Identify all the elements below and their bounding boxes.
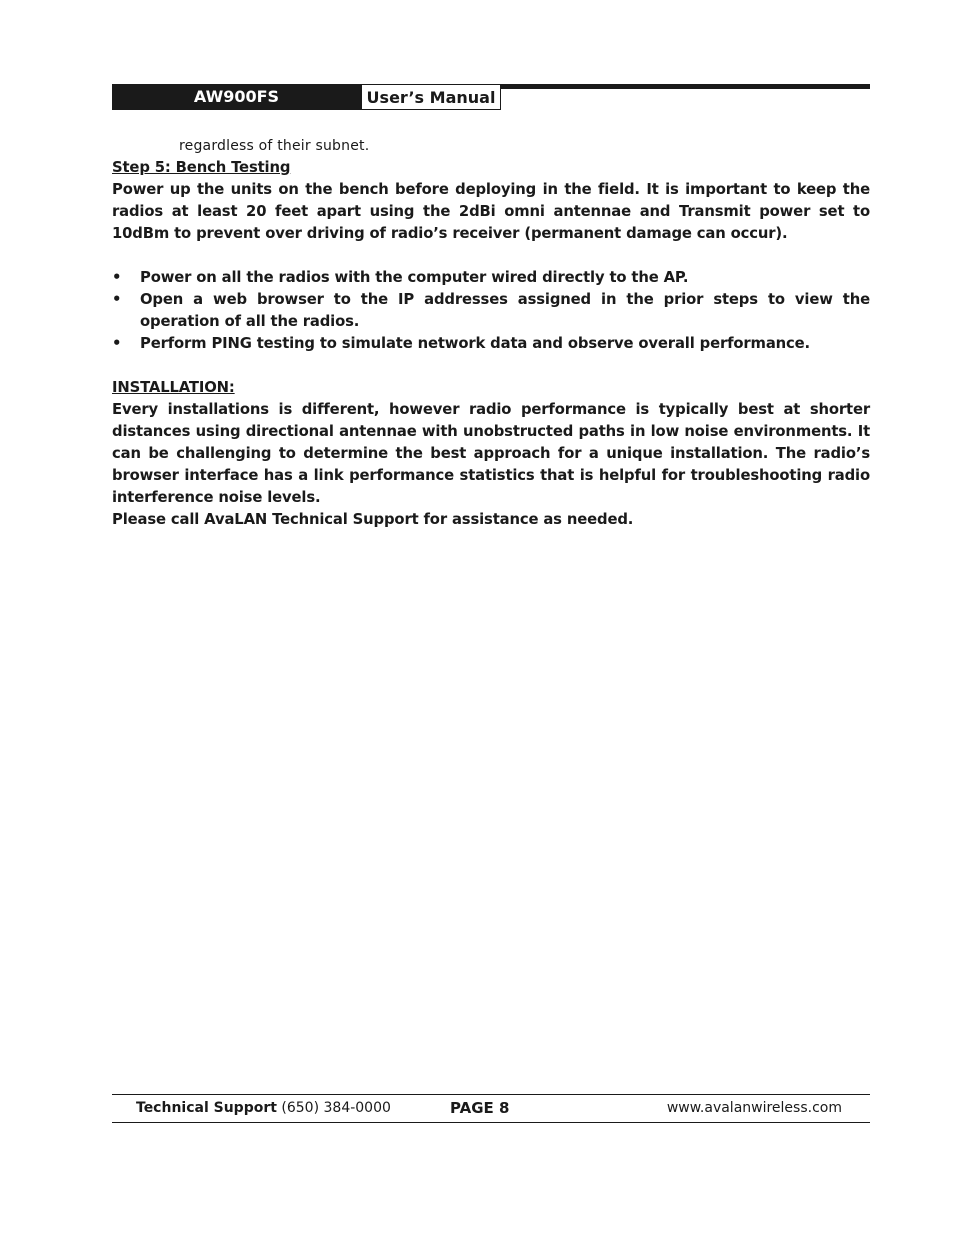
installation-support-note: Please call AvaLAN Technical Support for assistance as needed. — [112, 511, 634, 528]
page-footer — [112, 1094, 870, 1123]
manual-title: User’s Manual — [361, 84, 501, 110]
bullet-icon: • — [112, 291, 122, 308]
product-model: AW900FS — [112, 84, 361, 110]
continuation-text: regardless of their subnet. — [179, 138, 370, 154]
bullet-icon: • — [112, 335, 122, 352]
tech-support — [136, 1095, 391, 1122]
page-header — [112, 84, 870, 110]
list-item — [112, 267, 870, 289]
list-item-text: Power on all the radios with the computer wired directly to the AP. — [140, 269, 689, 286]
page-number: PAGE 8 — [450, 1099, 510, 1117]
website-url: www.avalanwireless.com — [666, 1100, 842, 1116]
list-item-text: Open a web browser to the IP addresses assigned in the prior steps to view the operation of all the radios. — [140, 291, 870, 330]
list-item-text: Perform PING testing to simulate network data and observe overall performance. — [140, 335, 811, 352]
tech-support-phone: (650) 384-0000 — [281, 1100, 391, 1116]
spacer — [112, 245, 870, 267]
installation-heading: INSTALLATION: — [112, 379, 235, 396]
step5-heading: Step 5: Bench Testing — [112, 159, 291, 176]
step5-paragraph: Power up the units on the bench before deploying in the field. It is important to keep the radios at least 20 feet apart using the 2dBi omni antennae and Transmit power set to 10dBm to prevent over driving of radio’s receiver (permanent damage can occur). — [112, 181, 870, 242]
page-content — [112, 135, 870, 531]
installation-paragraph: Every installations is different, however radio performance is typically best at shorter distances using directional antennae with unobstructed paths in low noise environments. It can be challenging to determine the best approach for a unique installation. The radio’s browser interface has a link performance statistics that is helpful for troubleshooting radio interference noise levels. — [112, 401, 870, 506]
tech-support-label: Technical Support — [136, 1100, 277, 1116]
spacer — [112, 355, 870, 377]
list-item — [112, 333, 870, 355]
bullet-icon: • — [112, 269, 122, 286]
bench-testing-list — [112, 267, 870, 355]
list-item — [112, 289, 870, 333]
